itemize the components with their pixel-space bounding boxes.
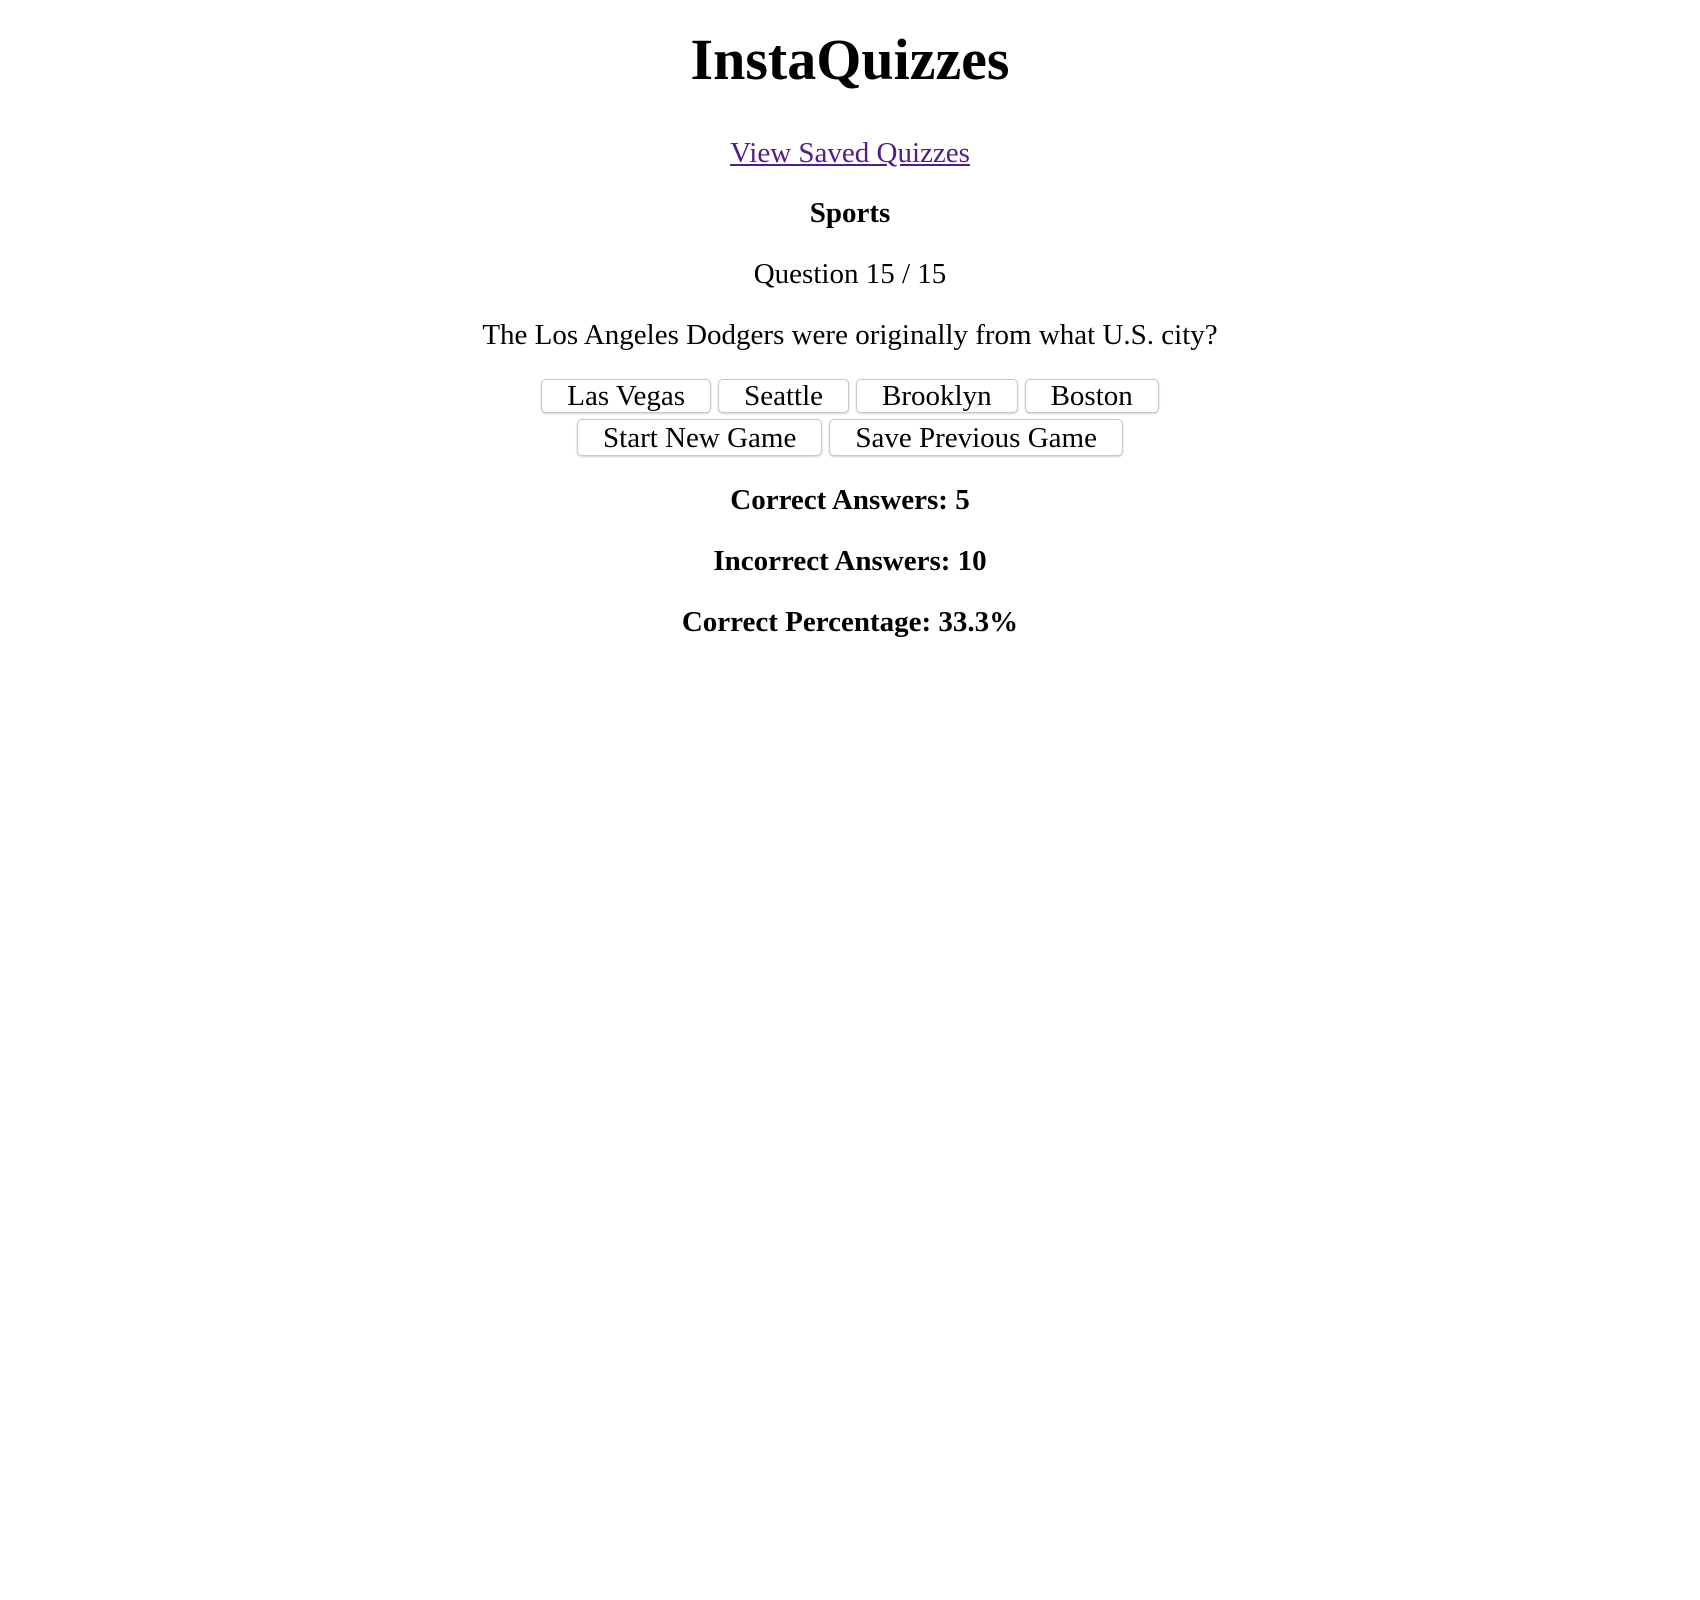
game-controls <box>0 419 1700 456</box>
view-saved-quizzes-link[interactable]: View Saved Quizzes <box>730 137 970 169</box>
save-previous-game-button[interactable]: Save Previous Game <box>829 419 1123 456</box>
answer-button-las-vegas[interactable]: Las Vegas <box>541 379 711 413</box>
start-new-game-button[interactable]: Start New Game <box>577 419 822 456</box>
incorrect-answers-stat: Incorrect Answers: 10 <box>713 545 987 577</box>
correct-answers-stat: Correct Answers: 5 <box>730 484 970 516</box>
app-title: InstaQuizzes <box>690 27 1010 92</box>
question-text: The Los Angeles Dodgers were originally from what U.S. city? <box>482 319 1218 351</box>
answer-options <box>0 379 1700 413</box>
correct-percentage-stat: Correct Percentage: 33.3% <box>681 606 1019 638</box>
question-counter: Question 15 / 15 <box>753 258 947 290</box>
answer-button-seattle[interactable]: Seattle <box>718 379 849 413</box>
quiz-category: Sports <box>809 197 891 229</box>
answer-button-brooklyn[interactable]: Brooklyn <box>856 379 1018 413</box>
answer-button-boston[interactable]: Boston <box>1025 379 1159 413</box>
